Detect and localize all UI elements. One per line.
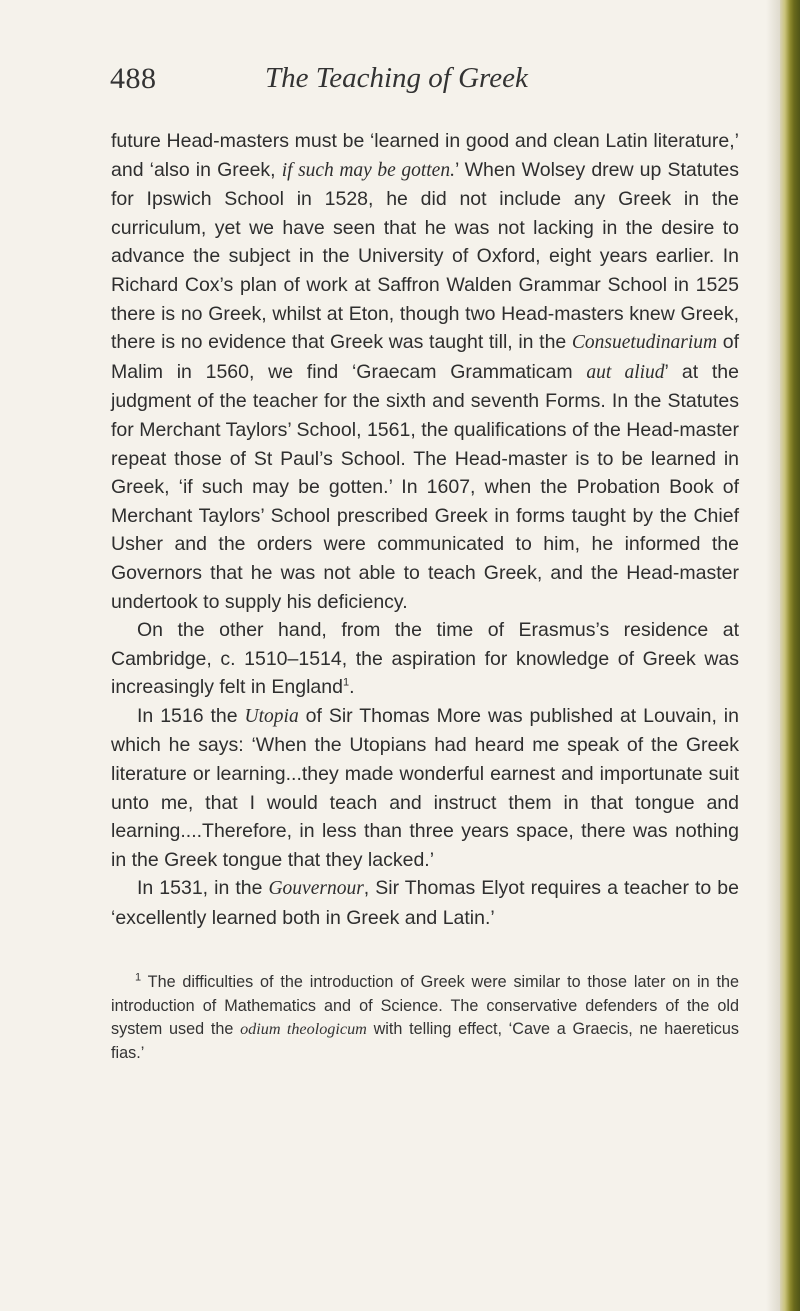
text-run: of Malim in 1560, we find ‘Graecam Grammaticam: [111, 331, 739, 383]
footnote: [111, 971, 739, 1065]
paragraph-2: [111, 616, 739, 702]
paragraph-3: [111, 702, 739, 875]
italic-phrase: odium theologicum: [240, 1020, 367, 1039]
text-run: ’ at the judgment of the teacher for the sixth and seventh Forms. In the Statutes for Merchant Taylors’ School, 1561, the qualifications of the Head-master repeat those of St Paul’s School. The Head-master is to be learned in Greek, ‘if such may be gotten.’ In 1607, when the Probation Book of Merchant Taylors’ School prescribed Greek in forms taught by the Chief Usher and the orders were communicated to him, he informed the Governors that he was not able to teach Greek, and the Head-master undertook to supply his deficiency.: [111, 360, 739, 613]
text-run: In 1531, in the: [137, 877, 269, 900]
paragraph-1: [111, 127, 739, 616]
text-run: On the other hand, from the time of Erasmus’s residence at Cambridge, c. 1510–1514, the aspiration for knowledge of Greek was increasingly felt in England: [111, 619, 739, 699]
italic-phrase: if such may be gotten.: [281, 159, 455, 181]
footnote-marker: 1: [135, 971, 142, 984]
text-run: with telling effect, ‘Cave a Graecis, ne haereticus fias.’: [111, 1020, 739, 1062]
binding-shadow: [766, 0, 780, 1311]
text-run: , Sir Thomas Elyot requires a teacher to be ‘excellently learned both in Greek and Latin.’: [111, 877, 739, 930]
paragraph-4: [111, 874, 739, 932]
italic-phrase: aut aliud: [586, 361, 665, 383]
text-run: .: [349, 676, 355, 699]
text-run: future Head-masters must be ‘learned in good and clean Latin literature,’ and ‘also in Greek,: [111, 130, 739, 181]
book-binding-edge: [780, 0, 800, 1311]
page-header: [0, 62, 780, 102]
footnote-reference: 1: [342, 676, 350, 689]
text-run: In 1516 the: [137, 704, 245, 727]
italic-phrase: Gouvernour: [268, 878, 364, 900]
text-run: The difficulties of the introduction of Greek were similar to those later on in the introduction of Mathematics and of Science. The conservative defenders of the old system used the: [111, 973, 739, 1039]
main-text: [111, 127, 739, 933]
text-run: ’ When Wolsey drew up Statutes for Ipswich School in 1528, he did not include any Greek in the curriculum, yet we have seen that he was not lacking in the desire to advance the subject in the University of Oxford, eight years earlier. In Richard Cox’s plan of work at Saffron Walden Grammar School in 1525 there is no Greek, whilst at Eton, though two Head-masters knew Greek, there is no evidence that Greek was taught till, in the: [111, 158, 740, 354]
running-title: The Teaching of Greek: [265, 62, 528, 94]
italic-phrase: Utopia: [244, 705, 299, 727]
page-number: 488: [110, 62, 157, 95]
text-run: of Sir Thomas More was published at Louvain, in which he says: ‘When the Utopians had heard me speak of the Greek literature or learning...they made wonderful earnest and importunate suit unto me, that I would teach and instruct them in that tongue and learning....Therefore, in less than three years space, there was nothing in the Greek tongue that they lacked.’: [111, 704, 739, 871]
italic-phrase: Consuetudinarium: [571, 332, 718, 354]
